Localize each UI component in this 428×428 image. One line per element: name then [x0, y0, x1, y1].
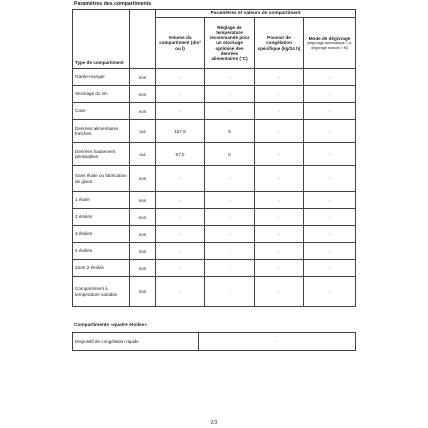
- temperature-column-header: Réglage de température recommandé pour un stockage optimisé des denrées alimentaires (°C): [205, 18, 255, 69]
- temperature-cell: 0: [205, 143, 255, 166]
- temperature-cell: -: [205, 277, 255, 307]
- compartment-type-cell: Denrées alimentaires fraîches: [73, 120, 130, 143]
- temperature-cell: -: [205, 166, 255, 192]
- presence-cell: non: [130, 69, 156, 86]
- defrost-mode-cell: -: [304, 192, 356, 209]
- compartment-type-cell: Stockage du vin: [73, 86, 130, 103]
- fast-freeze-value: -: [199, 333, 356, 351]
- four-star-table: [72, 332, 356, 351]
- section-title: Paramètres des compartiments: [74, 1, 152, 7]
- temperature-cell: -: [205, 69, 255, 86]
- volume-cell: -: [156, 86, 205, 103]
- freezing-capacity-cell: -: [255, 143, 304, 166]
- type-column-header: Type de compartiment: [73, 10, 130, 69]
- compartment-type-cell: Compartiment à température variable: [73, 277, 130, 307]
- presence-cell: non: [130, 277, 156, 307]
- temperature-cell: -: [205, 209, 255, 226]
- presence-cell: non: [130, 192, 156, 209]
- temperature-cell: -: [205, 86, 255, 103]
- compartment-type-cell: 1 étoile: [73, 192, 130, 209]
- defrost-mode-cell: -: [304, 226, 356, 243]
- defrost-mode-cell: -: [304, 166, 356, 192]
- freezing-capacity-cell: -: [255, 192, 304, 209]
- group-header-row: [73, 10, 356, 18]
- table-row: [73, 86, 356, 103]
- table-row: [73, 166, 356, 192]
- temperature-cell: -: [205, 103, 255, 120]
- presence-column-header: [130, 10, 156, 69]
- table-row: [73, 143, 356, 166]
- volume-cell: -: [156, 226, 205, 243]
- table-row: [73, 69, 356, 86]
- temperature-cell: -: [205, 226, 255, 243]
- table-row: [73, 209, 356, 226]
- presence-cell: oui: [130, 120, 156, 143]
- freezing-capacity-cell: -: [255, 86, 304, 103]
- temperature-cell: -: [205, 260, 255, 277]
- compartment-parameters-table: [72, 9, 356, 307]
- volume-cell: -: [156, 192, 205, 209]
- table-row: [73, 103, 356, 120]
- compartment-type-cell: 4 étoiles: [73, 243, 130, 260]
- volume-cell: -: [156, 209, 205, 226]
- freezing-capacity-cell: -: [255, 209, 304, 226]
- freezing-capacity-cell: -: [255, 120, 304, 143]
- fast-freeze-label: Dispositif de congélation rapide: [73, 333, 199, 351]
- page-number: 2/3: [210, 420, 218, 426]
- volume-cell: -: [156, 260, 205, 277]
- compartment-type-cell: Sans étoile ou fabrication de glace: [73, 166, 130, 192]
- compartment-type-cell: Garde-manger: [73, 69, 130, 86]
- freezing-capacity-cell: -: [255, 277, 304, 307]
- defrost-mode-cell: -: [304, 143, 356, 166]
- defrost-mode-cell: -: [304, 103, 356, 120]
- freezing-capacity-cell: -: [255, 226, 304, 243]
- volume-cell: -: [156, 243, 205, 260]
- group-header: Paramètres et valeurs de compartiment: [156, 10, 356, 18]
- defrost-mode-cell: -: [304, 243, 356, 260]
- four-star-row: [73, 333, 356, 351]
- volume-cell: 157,6: [156, 120, 205, 143]
- freezing-capacity-cell: -: [255, 103, 304, 120]
- freezing-capacity-cell: -: [255, 243, 304, 260]
- defrost-mode-column-header: [304, 18, 356, 69]
- four-star-section-title: Compartiments «quatre étoiles»: [74, 323, 148, 328]
- defrost-mode-cell: -: [304, 277, 356, 307]
- defrost-mode-cell: -: [304, 120, 356, 143]
- compartment-type-cell: 3 étoiles: [73, 226, 130, 243]
- defrost-mode-cell: -: [304, 86, 356, 103]
- volume-cell: 67,0: [156, 143, 205, 166]
- table-row: [73, 226, 356, 243]
- defrost-mode-cell: -: [304, 69, 356, 86]
- presence-cell: oui: [130, 143, 156, 166]
- volume-column-header: Volume du compartiment (dm³ ou l): [156, 18, 205, 69]
- presence-cell: non: [130, 209, 156, 226]
- compartment-type-cell: Zone 2 étoiles: [73, 260, 130, 277]
- compartment-type-cell: Denrées hautement périssables: [73, 143, 130, 166]
- table-row: [73, 277, 356, 307]
- volume-cell: -: [156, 69, 205, 86]
- compartment-type-cell: Cave: [73, 103, 130, 120]
- compartment-type-cell: 2 étoiles: [73, 209, 130, 226]
- freezing-capacity-cell: -: [255, 260, 304, 277]
- volume-cell: -: [156, 103, 205, 120]
- presence-cell: non: [130, 166, 156, 192]
- table-row: [73, 192, 356, 209]
- defrost-mode-note: (dégivrage automatique = A, dégivrage manuel = M): [306, 41, 353, 50]
- temperature-cell: -: [205, 243, 255, 260]
- freezing-capacity-column-header: Pouvoir de congélation spécifique (kg/24 h): [255, 18, 304, 69]
- presence-cell: non: [130, 103, 156, 120]
- defrost-mode-cell: -: [304, 260, 356, 277]
- presence-cell: non: [130, 260, 156, 277]
- defrost-mode-cell: -: [304, 209, 356, 226]
- freezing-capacity-cell: -: [255, 166, 304, 192]
- temperature-cell: -: [205, 192, 255, 209]
- table-row: [73, 243, 356, 260]
- table-row: [73, 120, 356, 143]
- presence-cell: non: [130, 243, 156, 260]
- volume-cell: -: [156, 166, 205, 192]
- volume-cell: -: [156, 277, 205, 307]
- defrost-mode-title: Mode de dégivrage: [308, 36, 351, 42]
- temperature-cell: 5: [205, 120, 255, 143]
- presence-cell: non: [130, 226, 156, 243]
- freezing-capacity-cell: -: [255, 69, 304, 86]
- presence-cell: non: [130, 86, 156, 103]
- table-row: [73, 260, 356, 277]
